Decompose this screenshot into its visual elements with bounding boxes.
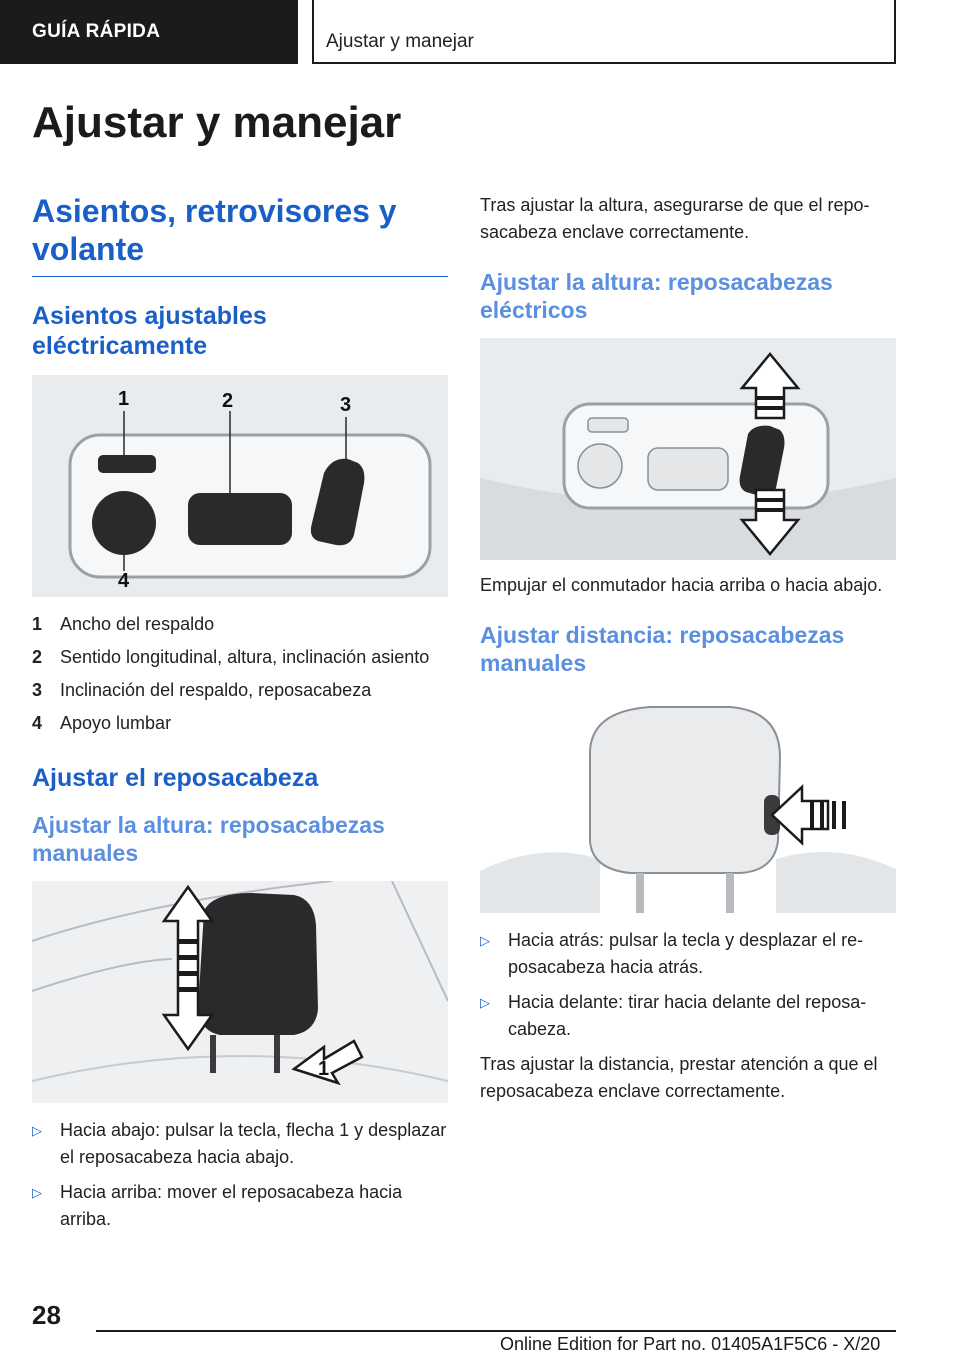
heading-electric-height: Ajustar la altura: reposacabezas eléctricos	[480, 269, 833, 323]
heading-manual-height: Ajustar la altura: reposacabezas manuales	[32, 812, 385, 866]
item-number: 1	[32, 614, 43, 634]
subsection-headrest: Ajustar el reposacabeza	[32, 764, 319, 792]
step-text: Hacia delante: tirar hacia delante del reposacabeza.	[508, 992, 867, 1039]
section-title: Asientos, retrovisores y volante	[32, 192, 448, 277]
list-item	[480, 989, 896, 1043]
item-text: Sentido longitudinal, altura, inclinación asiento	[60, 647, 430, 667]
footer-divider	[96, 1330, 896, 1332]
list-item	[32, 1117, 448, 1171]
item-number: 4	[32, 713, 43, 733]
step-text: Hacia arriba: mover el reposacabeza hacia arriba.	[60, 1182, 403, 1229]
headrest-height-figure	[32, 881, 448, 1103]
seat-controls-figure	[32, 375, 448, 597]
heading-distance: Ajustar distancia: reposacabezas manuales	[480, 622, 845, 676]
footer-edition-text: Online Edition for Part no. 01405A1F5C6 - X/20	[500, 1334, 881, 1354]
manual-height-steps	[32, 1117, 448, 1233]
callout-2: 2	[222, 390, 234, 412]
header-chapter-label: Ajustar y manejar	[312, 0, 896, 64]
list-item	[32, 611, 448, 638]
triangle-bullet-icon: ▷	[32, 1185, 42, 1200]
item-text: Inclinación del respaldo, reposacabeza	[60, 680, 372, 700]
subsection-electric-seats: Asientos ajustables eléctricamente	[32, 302, 267, 360]
electric-headrest-figure	[480, 338, 896, 560]
list-item	[32, 710, 448, 737]
outro-paragraph: Tras ajustar la distancia, prestar atención a que el reposacabeza enclave correctamente.	[480, 1054, 878, 1101]
item-text: Ancho del respaldo	[60, 614, 215, 634]
list-item	[480, 927, 896, 981]
item-number: 2	[32, 647, 43, 667]
step-text: Hacia abajo: pulsar la tecla, flecha 1 y desplazar el reposacabeza hacia abajo.	[60, 1120, 447, 1167]
page-number: 28	[32, 1300, 61, 1330]
callout-1: 1	[118, 388, 130, 410]
page-title: Ajustar y manejar	[32, 98, 402, 147]
list-item	[32, 644, 448, 671]
callout-1: 1	[318, 1058, 330, 1080]
left-column	[32, 192, 448, 1241]
item-number: 3	[32, 680, 43, 700]
list-item	[32, 677, 448, 704]
triangle-bullet-icon: ▷	[480, 995, 490, 1010]
seat-controls-list	[32, 611, 448, 737]
step-text: Hacia atrás: pulsar la tecla y desplazar el reposacabeza hacia atrás.	[508, 930, 864, 977]
headrest-distance-figure	[480, 691, 896, 913]
intro-paragraph: Tras ajustar la altura, asegurarse de que el reposacabeza enclave correctamente.	[480, 195, 870, 242]
right-column	[480, 192, 896, 1105]
distance-steps	[480, 927, 896, 1043]
triangle-bullet-icon: ▷	[480, 933, 490, 948]
list-item	[32, 1179, 448, 1233]
header-section-label: GUÍA RÁPIDA	[0, 0, 298, 64]
item-text: Apoyo lumbar	[60, 713, 172, 733]
triangle-bullet-icon: ▷	[32, 1123, 42, 1138]
electric-instructions: Empujar el conmutador hacia arriba o hacia abajo.	[480, 575, 883, 595]
callout-4: 4	[118, 570, 130, 592]
callout-3: 3	[340, 394, 352, 416]
